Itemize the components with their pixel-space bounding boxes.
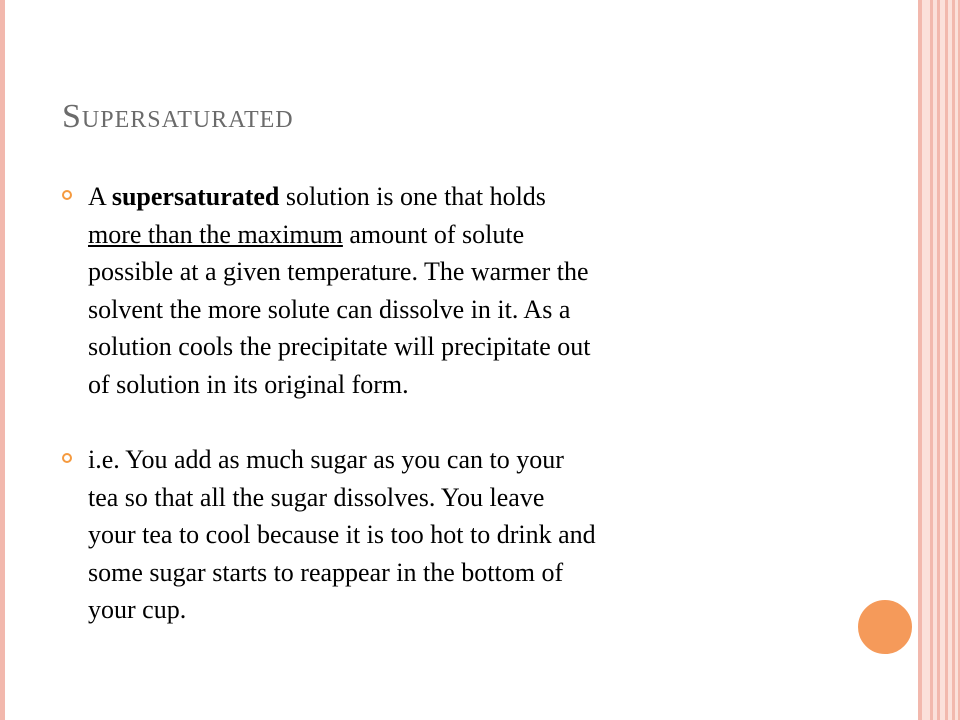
bullet-line: tea so that all the sugar dissolves. You leave (88, 482, 545, 512)
bullet-line: your tea to cool because it is too hot to drink and (88, 520, 596, 549)
right-stripe (945, 0, 948, 720)
bullet-line: i.e. You add as much sugar as you can to your (88, 445, 564, 474)
left-border-decoration (0, 0, 5, 720)
text-run: amount of solute (342, 219, 525, 249)
bold-term: supersaturated (111, 182, 280, 211)
right-stripe (918, 0, 922, 720)
bullet-line (88, 216, 822, 254)
bullet-item (62, 178, 822, 403)
bullet-line: of solution in its original form. (88, 369, 409, 399)
bullet-line: solvent the more solute can dissolve in it. As a (88, 294, 571, 324)
text-run: solution is one that holds (279, 182, 546, 211)
bullet-line: solution cools the precipitate will precipitate out (88, 332, 591, 361)
right-stripe (930, 0, 933, 720)
orange-circle-decoration (856, 598, 914, 656)
bullet-icon (62, 453, 72, 463)
bullet-line: possible at a given temperature. The warmer the (88, 257, 589, 286)
slide-body (62, 178, 822, 629)
right-stripe (937, 0, 940, 720)
bullet-line: your cup. (88, 595, 187, 624)
bullet-line (88, 178, 822, 216)
right-stripe (952, 0, 955, 720)
underlined-phrase: more than the maximum (88, 219, 343, 249)
text-run: A (88, 182, 112, 211)
bullet-line: some sugar starts to reappear in the bottom of (88, 557, 564, 587)
bullet-item (62, 441, 822, 629)
bullet-icon (62, 190, 72, 200)
slide-title: Supersaturated (62, 98, 294, 135)
